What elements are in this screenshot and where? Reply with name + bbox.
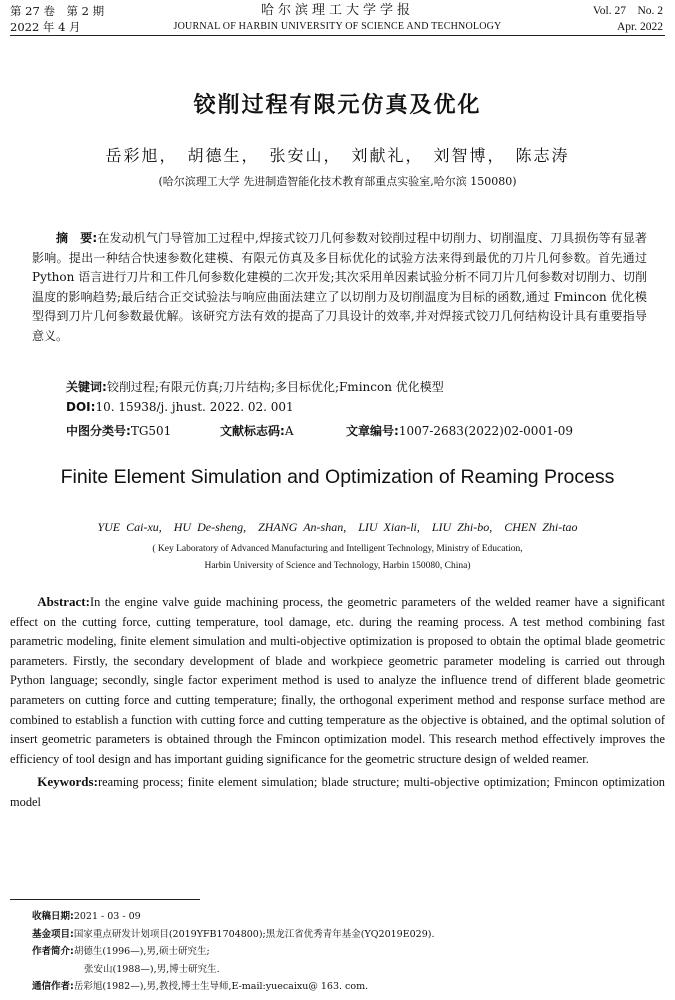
affiliation-en xyxy=(0,541,675,575)
footnotes xyxy=(32,908,662,996)
affiliation-cn: (哈尔滨理工大学 先进制造智能化技术教育部重点实验室,哈尔滨 150080) xyxy=(158,175,517,188)
footnote-bio xyxy=(32,943,662,961)
header-journal xyxy=(150,3,525,34)
paper-title-en: Finite Element Simulation and Optimization of Reaming Process xyxy=(60,466,615,488)
doc-code-row xyxy=(220,422,293,439)
footnote-corresponding xyxy=(32,978,662,996)
abstract-en-label: Abstract: xyxy=(37,594,90,609)
keywords-cn-label: 关键词: xyxy=(66,380,107,394)
header-issue-cn xyxy=(10,3,104,35)
doc-code: A xyxy=(284,424,294,438)
article-no: 1007-2683(2022)02-0001-09 xyxy=(398,424,574,438)
authors-en: YUE Cai-xu, HU De-sheng, ZHANG An-shan, LIU Xian-li, LIU Zhi-bo, CHEN Zhi-tao xyxy=(97,520,578,534)
received-date: 2021 - 03 - 09 xyxy=(73,911,141,922)
doi-row xyxy=(66,400,294,414)
keywords-en: reaming process; finite element simulation; blade structure; multi-objective optimization; Fmincon optimization model xyxy=(10,775,665,809)
page-header xyxy=(0,3,675,35)
footnote-bio-2 xyxy=(32,961,662,979)
corr-label: 通信作者: xyxy=(32,981,74,993)
fund-label: 基金项目: xyxy=(32,928,74,940)
affiliation-en-line-2: Harbin University of Science and Technology, Harbin 150080, China) xyxy=(204,561,471,571)
footnote-divider xyxy=(10,899,200,900)
journal-name-en: JOURNAL OF HARBIN UNIVERSITY OF SCIENCE AND TECHNOLOGY xyxy=(173,21,502,32)
classification-row xyxy=(66,422,171,439)
fund: 国家重点研发计划项目(2019YFB1704800);黑龙江省优秀青年基金(YQ2019E029). xyxy=(73,928,435,940)
issue-cn: 第 27 卷 第 2 期 xyxy=(10,4,105,18)
footnote-received xyxy=(32,908,662,926)
doc-code-label: 文献标志码: xyxy=(220,424,285,438)
header-issue-en xyxy=(593,3,663,35)
abstract-cn-text: 在发动机气门导管加工过程中,焊接式铰刀几何参数对铰削过程中切削力、切削温度、刀具损伤等有显著影响。提出一种结合快速参数化建模、有限元仿真及多目标优化的试验方法来得到最优的刀片几何参数。首先通过 Python 语言进行刀片和工件几何参数化建模的二次开发;其次采用单因素试验分析不同刀片几何参数对切削力、切削温度的影响趋势;最后结合正交试验法与响应曲面法建立了以切削力及切削温度为目标的函数,通过 Fmincon 优化模型得到刀片几何参数最优解。该研究方法有效的提高了刀具设计的效率,并对焊接式铰刀几何结构设计具有重要指导意义。 xyxy=(32,231,647,343)
journal-name-cn: 哈尔滨理工大学学报 xyxy=(260,3,414,18)
bio-1: 胡德生(1996—),男,硕士研究生; xyxy=(73,946,210,958)
abstract-en xyxy=(10,592,665,813)
keywords-en-label: Keywords: xyxy=(37,774,98,790)
bio-2: 张安山(1988—),男,博士研究生. xyxy=(84,963,220,975)
authors-cn: 岳彩旭， 胡德生， 张安山， 刘献礼， 刘智博， 陈志涛 xyxy=(105,146,570,165)
volume-en: Vol. 27 No. 2 xyxy=(592,5,663,17)
corr: 岳彩旭(1982—),男,教授,博士生导师,E-mail:yuecaixu@ 163. com. xyxy=(73,981,369,993)
doi-label: DOI: xyxy=(66,400,96,414)
date-cn: 2022 年 4 月 xyxy=(10,20,81,34)
keywords-cn-row xyxy=(66,378,444,395)
article-no-label: 文章编号: xyxy=(346,424,399,438)
abstract-cn-label: 摘 要: xyxy=(56,231,98,245)
bio-label: 作者简介: xyxy=(32,946,74,958)
footnote-fund xyxy=(32,926,662,944)
doi: 10. 15938/j. jhust. 2022. 02. 001 xyxy=(95,400,294,414)
article-no-row xyxy=(346,422,573,439)
paper-title-cn: 铰削过程有限元仿真及优化 xyxy=(193,93,482,118)
clc: TG501 xyxy=(130,424,172,438)
abstract-en-text: In the engine valve guide machining process, the geometric parameters of the welded reamer have a significant effect on the cutting force, cutting temperature, tool damage, etc. during the reaming process. A test method combining fast parametric modeling, finite element simulation and multi-objective optimization is proposed to obtain the optimal blade geometric parameters. Firstly, the secondary development of blade and workpiece geometric parameter modeling is carried out through Python language; secondly, single factor experiment method is used to analyze the influence trend of different blade geometric parameters on cutting force and cutting temperature; finally, the orthogonal experiment method and response surface method are combined to establish a function with cutting force and cutting temperature as the objective is obtained, and the optimal solution of insert geometric parameters is obtained through the Fmincon optimization model. This research method effectively improves the efficiency of tool design and has important guiding significance for the geometric structure design of welded reamer. xyxy=(10,595,665,766)
affiliation-en-line-1: ( Key Laboratory of Advanced Manufacturing and Intelligent Technology, Ministry of Education, xyxy=(152,544,523,554)
abstract-cn xyxy=(32,229,647,346)
received-label: 收稿日期: xyxy=(32,911,74,922)
header-divider xyxy=(10,35,665,36)
clc-label: 中图分类号: xyxy=(66,424,131,438)
date-en: Apr. 2022 xyxy=(617,21,663,33)
keywords-cn: 铰削过程;有限元仿真;刀片结构;多目标优化;Fmincon 优化模型 xyxy=(106,380,444,394)
